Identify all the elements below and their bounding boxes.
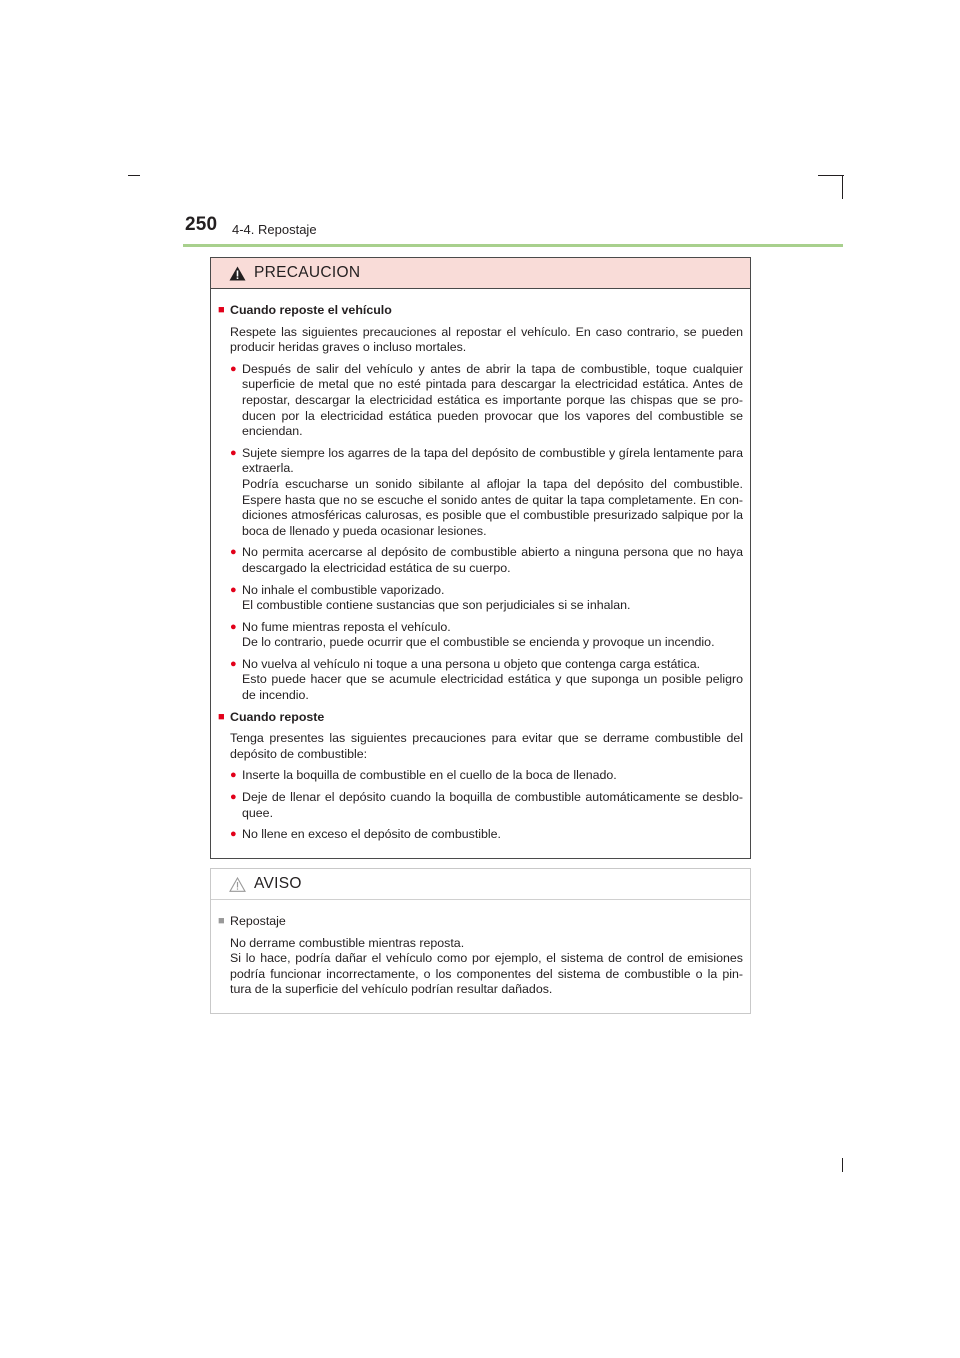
bullet-text [242, 620, 743, 651]
subheading-title: Cuando reposte [230, 709, 325, 724]
header-rule [183, 244, 843, 247]
caution-box [210, 257, 751, 859]
bullet-item [218, 446, 743, 540]
subheading [218, 914, 743, 930]
notice-line: Si lo hace, podría dañar el vehículo como por ejemplo, el sistema de control de emisiones podría funcionar incorrectamente, o los componentes del sistema de combustible o la pin-tura de la superficie del vehículo podrían resultar dañados. [230, 951, 743, 997]
bullet-item [218, 362, 743, 440]
bullet-text [242, 545, 743, 576]
notice-line: No derrame combustible mientras reposta. [230, 935, 465, 950]
crop-mark [842, 175, 843, 199]
notice-box [210, 868, 751, 1014]
bullet-text [242, 657, 743, 704]
crop-mark [842, 1158, 843, 1172]
bullet-line: Después de salir del vehículo y antes de abrir la tapa de combustible, toque cualquier superficie de metal que no esté pintada para descargar la electricidad estática. Antes de repostar, descargar la electricidad estática es importante porque las chispas que se pro-ducen por la electricidad estática pueden provocar que los vapores del combustible se enciendan. [242, 361, 743, 439]
notice-body [211, 900, 750, 998]
caution-header [211, 258, 750, 289]
warning-triangle-filled-icon [229, 266, 246, 281]
square-bullet-icon: ■ [218, 304, 225, 316]
crop-mark [128, 175, 140, 176]
subheading [218, 710, 743, 726]
bullet-text [242, 827, 743, 843]
subheading-title: Repostaje [230, 914, 286, 928]
bullet-item [218, 827, 743, 843]
bullet-line: Inserte la boquilla de combustible en el cuello de la boca de llenado. [242, 768, 617, 783]
bullet-line: Sujete siempre los agarres de la tapa del depósito de combustible y gírela lentamente para extraerla. [242, 445, 743, 476]
bullet-line: Esto puede hacer que se acumule electricidad estática y que suponga un posible peligro de incendio. [242, 672, 743, 703]
bullet-line: El combustible contiene sustancias que son perjudiciales si se inhalan. [242, 598, 631, 613]
dot-bullet-icon: ● [230, 791, 237, 804]
bullet-line: De lo contrario, puede ocurrir que el combustible se encienda y provoque un incendio. [242, 635, 715, 650]
dot-bullet-icon: ● [230, 769, 237, 782]
bullet-text [242, 583, 743, 614]
dot-bullet-icon: ● [230, 546, 237, 559]
square-bullet-icon: ■ [218, 915, 225, 927]
bullet-text [242, 790, 743, 821]
bullet-line: No llene en exceso el depósito de combustible. [242, 827, 501, 842]
subheading [218, 303, 743, 319]
crop-mark [818, 175, 844, 176]
notice-title: AVISO [254, 875, 302, 892]
bullet-item [218, 583, 743, 614]
notice-header [211, 869, 750, 900]
bullet-item [218, 768, 743, 784]
bullet-line: No permita acercarse al depósito de combustible abierto a ninguna persona que no haya descargado la electricidad estática de su cuerpo. [242, 545, 743, 575]
dot-bullet-icon: ● [230, 657, 237, 670]
section-title: 4-4. Repostaje [232, 222, 317, 237]
dot-bullet-icon: ● [230, 828, 237, 841]
bullet-line: Podría escucharse un sonido sibilante al aflojar la tapa del depósito del combustible. Espere hasta que no se escuche el sonido antes de quitar la tapa completamente. En con-diciones atmosféricas calurosas, es posible que el combustible presurizado salpique por la boca de llenado y pueda ocasionar lesiones. [242, 476, 743, 538]
bullet-item [218, 657, 743, 704]
bullet-line: Deje de llenar el depósito cuando la boquilla de combustible automáticamente se desblo-quee. [242, 790, 743, 820]
bullet-line: No fume mientras reposta el vehículo. [242, 619, 451, 634]
dot-bullet-icon: ● [230, 362, 237, 375]
dot-bullet-icon: ● [230, 446, 237, 459]
bullet-item [218, 620, 743, 651]
bullet-item [218, 545, 743, 576]
warning-triangle-outline-icon [229, 877, 246, 892]
bullet-item [218, 790, 743, 821]
bullet-text [242, 768, 743, 784]
dot-bullet-icon: ● [230, 583, 237, 596]
bullet-line: No vuelva al vehículo ni toque a una persona u objeto que contenga carga estática. [242, 656, 701, 671]
caution-title: PRECAUCION [254, 264, 361, 281]
bullet-text [242, 362, 743, 440]
bullet-text [242, 446, 743, 540]
subheading-title: Cuando reposte el vehículo [230, 303, 392, 317]
square-bullet-icon: ■ [218, 710, 225, 723]
dot-bullet-icon: ● [230, 620, 237, 633]
intro-paragraph: Tenga presentes las siguientes precauciones para evitar que se derrame combustible del depósito de combustible: [230, 731, 743, 761]
bullet-line: No inhale el combustible vaporizado. [242, 582, 445, 597]
caution-body [211, 289, 750, 843]
intro-paragraph: Respete las siguientes precauciones al repostar el vehículo. En caso contrario, se pueden producir heridas graves o incluso mortales. [230, 324, 743, 355]
page-number: 250 [185, 214, 218, 235]
notice-paragraph [218, 936, 743, 998]
